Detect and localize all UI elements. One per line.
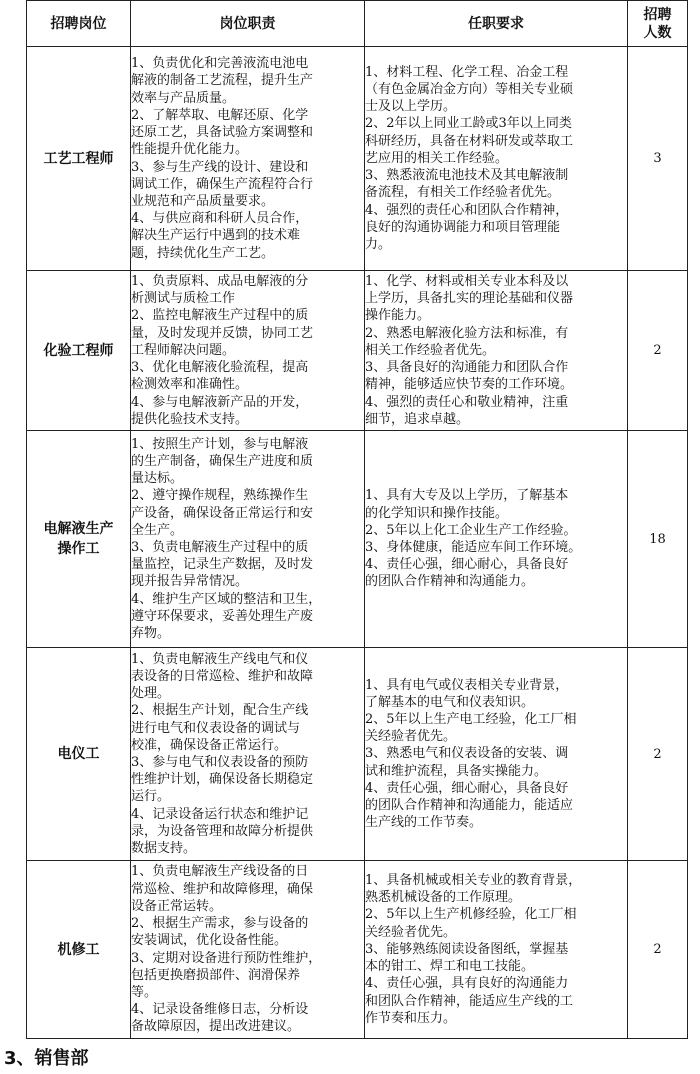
count-cell: 3 [628,47,688,271]
position-cell: 工艺工程师 [27,47,131,271]
section-heading: 3、销售部 [4,1048,89,1069]
table-row [27,47,688,271]
header-count: 招聘 人数 [628,1,688,47]
duties-cell: 1、负责电解液生产线设备的日 常巡检、维护和故障修理，确保 设备正常运转。 2、根据生产需求，参与设备的 安装调试，优化设备性能。 3、定期对设备进行预防性维护， 包括更换磨损部件、润滑保养 等。 4、记录设备维修日志，分析设 备故障原因，提出改进建议。 [131,861,365,1039]
table-row [27,271,688,431]
header-position: 招聘岗位 [27,1,131,47]
position-cell: 机修工 [27,861,131,1039]
table-row [27,861,688,1039]
recruitment-table [26,0,688,1039]
position-cell: 电仪工 [27,648,131,861]
requirements-cell: 1、化学、材料或相关专业本科及以 上学历，具备扎实的理论基础和仪器 操作能力。 2、熟悉电解液化验方法和标准，有 相关工作经验者优先。 3、具备良好的沟通能力和团队合作 精神，能够适应快节奏的工作环境。 4、强烈的责任心和敬业精神，注重 细节，追求卓越。 [365,271,628,431]
count-cell: 2 [628,271,688,431]
header-duties: 岗位职责 [131,1,365,47]
position-cell: 电解液生产 操作工 [27,431,131,648]
requirements-cell: 1、具有电气或仪表相关专业背景， 了解基本的电气和仪表知识。 2、5年以上生产电工经验，化工厂相 关经验者优先。 3、熟悉电气和仪表设备的安装、调 试和维护流程，具备实操能力。 4、责任心强，细心耐心，具备良好 的团队合作精神和沟通能力，能适应 生产线的工作节奏。 [365,648,628,861]
requirements-cell: 1、材料工程、化学工程、冶金工程 （有色金属冶金方向）等相关专业硕 士及以上学历。 2、2年以上同业工龄或3年以上同类 科研经历，具备在材料研发或萃取工 艺应用的相关工作经验。 3、熟悉液流电池技术及其电解液制 备流程，有相关工作经验者优先。 4、强烈的责任心和团队合作精神， 良好的沟通协调能力和项目管理能 力。 [365,47,628,271]
count-cell: 18 [628,431,688,648]
requirements-cell: 1、具有大专及以上学历，了解基本 的化学知识和操作技能。 2、5年以上化工企业生产工作经验。 3、身体健康，能适应车间工作环境。 4、责任心强，细心耐心，具备良好 的团队合作精神和沟通能力。 [365,431,628,648]
table-row [27,648,688,861]
count-cell: 2 [628,648,688,861]
duties-cell: 1、负责优化和完善液流电池电 解液的制备工艺流程，提升生产 效率与产品质量。 2、了解萃取、电解还原、化学 还原工艺，具备试验方案调整和 性能提升优化能力。 3、参与生产线的设计、建设和 调试工作，确保生产流程符合行 业规范和产品质量要求。 4、与供应商和科研人员合作， 解决生产运行中遇到的技术难 题，持续优化生产工艺。 [131,47,365,271]
table-row [27,431,688,648]
header-requirements: 任职要求 [365,1,628,47]
duties-cell: 1、负责电解液生产线电气和仪 表设备的日常巡检、维护和故障 处理。 2、根据生产计划，配合生产线 进行电气和仪表设备的调试与 校准，确保设备正常运行。 3、参与电气和仪表设备的预防 性维护计划，确保设备长期稳定 运行。 4、记录设备运行状态和维护记 录，为设备管理和故障分析提供 数据支持。 [131,648,365,861]
position-cell: 化验工程师 [27,271,131,431]
duties-cell: 1、负责原料、成品电解液的分 析测试与质检工作 2、监控电解液生产过程中的质 量，及时发现并反馈，协同工艺 工程师解决问题。 3、优化电解液化验流程，提高 检测效率和准确性。 4、参与电解液新产品的开发， 提供化验技术支持。 [131,271,365,431]
requirements-cell: 1、具备机械或相关专业的教育背景， 熟悉机械设备的工作原理。 2、5年以上生产机修经验，化工厂相 关经验者优先。 3、能够熟练阅读设备图纸，掌握基 本的钳工、焊工和电工技能。 4、责任心强，具有良好的沟通能力 和团队合作精神，能适应生产线的工 作节奏和压力。 [365,861,628,1039]
table-header-row [27,1,688,47]
count-cell: 2 [628,861,688,1039]
duties-cell: 1、按照生产计划，参与电解液 的生产制备，确保生产进度和质 量达标。 2、遵守操作规程，熟练操作生 产设备，确保设备正常运行和安 全生产。 3、负责电解液生产过程中的质 量监控，记录生产数据，及时发 现并报告异常情况。 4、维护生产区域的整洁和卫生， 遵守环保要求，妥善处理生产废 弃物。 [131,431,365,648]
